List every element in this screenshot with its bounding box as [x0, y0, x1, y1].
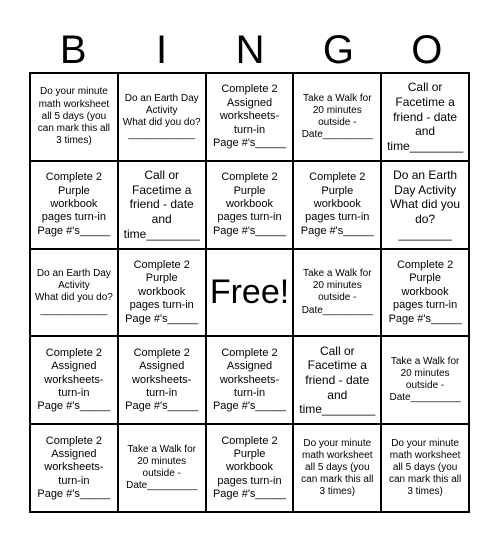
bingo-cell-r2c1[interactable]: Complete 2 Purple workbook pages turn-in Page #'s_____ — [30, 161, 118, 249]
bingo-board — [29, 72, 470, 513]
bingo-cell-r5c4[interactable]: Do your minute math worksheet all 5 days (you can mark this all 3 times) — [293, 424, 381, 512]
bingo-cell-r1c2[interactable]: Do an Earth Day Activity What did you do? ____________ — [118, 73, 206, 161]
bingo-cell-r4c3[interactable]: Complete 2 Assigned worksheets-turn-in Page #'s_____ — [206, 336, 294, 424]
bingo-cell-r2c2[interactable]: Call or Facetime a friend - date and time________ — [118, 161, 206, 249]
bingo-cell-r5c1[interactable]: Complete 2 Assigned worksheets-turn-in Page #'s_____ — [30, 424, 118, 512]
bingo-cell-r5c3[interactable]: Complete 2 Purple workbook pages turn-in Page #'s_____ — [206, 424, 294, 512]
bingo-cell-r3c2[interactable]: Complete 2 Purple workbook pages turn-in Page #'s_____ — [118, 249, 206, 337]
bingo-header — [29, 28, 471, 72]
bingo-cell-r1c3[interactable]: Complete 2 Assigned worksheets-turn-in Page #'s_____ — [206, 73, 294, 161]
bingo-cell-r5c2[interactable]: Take a Walk for 20 minutes outside - Date_________ — [118, 424, 206, 512]
bingo-cell-r2c5[interactable]: Do an Earth Day Activity What did you do? ________ — [381, 161, 469, 249]
bingo-cell-r3c5[interactable]: Complete 2 Purple workbook pages turn-in Page #'s_____ — [381, 249, 469, 337]
bingo-cell-r1c1[interactable]: Do your minute math worksheet all 5 days (you can mark this all 3 times) — [30, 73, 118, 161]
bingo-free-space[interactable]: Free! — [206, 249, 294, 337]
bingo-cell-r2c4[interactable]: Complete 2 Purple workbook pages turn-in Page #'s_____ — [293, 161, 381, 249]
bingo-cell-r2c3[interactable]: Complete 2 Purple workbook pages turn-in Page #'s_____ — [206, 161, 294, 249]
header-letter-i: I — [156, 28, 168, 72]
bingo-cell-r1c4[interactable]: Take a Walk for 20 minutes outside - Date_________ — [293, 73, 381, 161]
bingo-cell-r3c4[interactable]: Take a Walk for 20 minutes outside - Date_________ — [293, 249, 381, 337]
bingo-cell-r4c1[interactable]: Complete 2 Assigned worksheets-turn-in Page #'s_____ — [30, 336, 118, 424]
header-letter-o: O — [411, 28, 443, 72]
header-letter-b: B — [59, 28, 87, 72]
header-letter-g: G — [322, 28, 354, 72]
bingo-cell-r4c4[interactable]: Call or Facetime a friend - date and time________ — [293, 336, 381, 424]
header-letter-n: N — [235, 28, 265, 72]
bingo-cell-r3c1[interactable]: Do an Earth Day Activity What did you do? ____________ — [30, 249, 118, 337]
bingo-cell-r4c2[interactable]: Complete 2 Assigned worksheets-turn-in Page #'s_____ — [118, 336, 206, 424]
bingo-cell-r1c5[interactable]: Call or Facetime a friend - date and time________ — [381, 73, 469, 161]
bingo-cell-r4c5[interactable]: Take a Walk for 20 minutes outside - Date_________ — [381, 336, 469, 424]
bingo-cell-r5c5[interactable]: Do your minute math worksheet all 5 days (you can mark this all 3 times) — [381, 424, 469, 512]
